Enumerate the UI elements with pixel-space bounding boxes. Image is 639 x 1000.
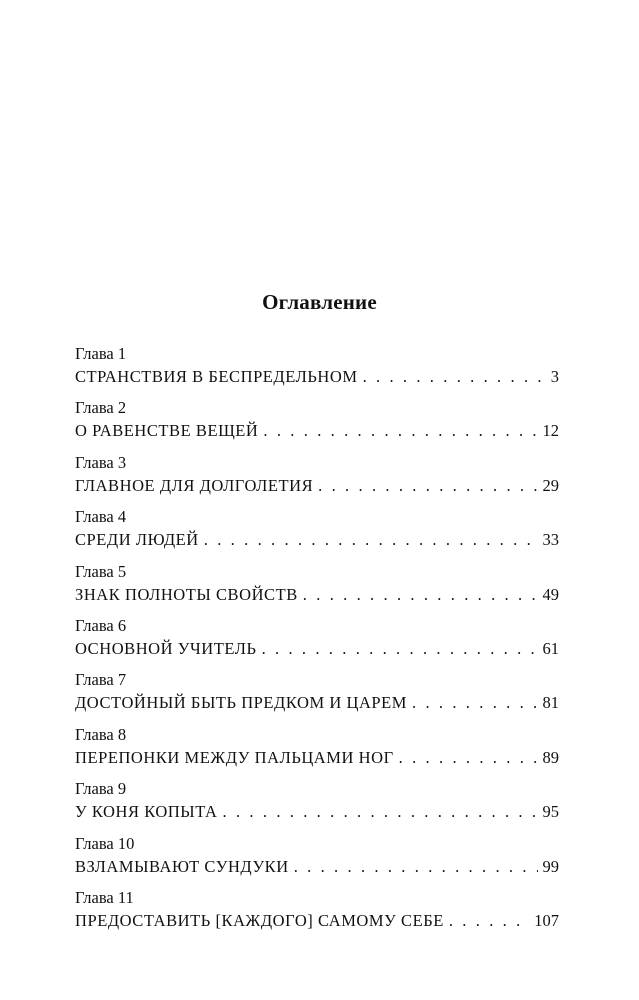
toc-entry (75, 507, 559, 561)
page-number: 81 (542, 693, 559, 713)
dot-leader (204, 529, 538, 551)
chapter-label: Глава 7 (75, 670, 127, 690)
page-number: 89 (542, 747, 559, 767)
toc-entry (75, 398, 559, 452)
chapter-label: Глава 11 (75, 887, 134, 907)
chapter-label: Глава 10 (75, 833, 135, 853)
dot-leader (262, 638, 538, 660)
chapter-title: СТРАНСТВИЯ В БЕСПРЕДЕЛЬНОМ (75, 367, 358, 386)
page-number: 99 (542, 856, 559, 876)
page-number: 29 (542, 475, 559, 495)
dot-leader (399, 747, 538, 769)
chapter-title: СРЕДИ ЛЮДЕЙ (75, 530, 199, 550)
chapter-label: Глава 4 (75, 507, 127, 527)
toc-entry-line (75, 692, 559, 714)
chapter-label: Глава 5 (75, 561, 127, 581)
dot-leader (318, 475, 537, 497)
chapter-label: Глава 2 (75, 398, 127, 418)
toc-entry (75, 725, 559, 779)
chapter-label: Глава 6 (75, 615, 127, 635)
toc-entry (75, 888, 559, 942)
toc-entry (75, 344, 559, 398)
dot-leader (412, 692, 538, 714)
toc-entry-line (75, 420, 559, 442)
toc-entry-line (75, 801, 559, 823)
table-of-contents (75, 344, 559, 942)
page-number: 3 (550, 367, 559, 386)
chapter-label: Глава 8 (75, 724, 127, 744)
dot-leader (363, 366, 546, 388)
toc-entry-line (75, 475, 559, 497)
toc-entry-line (75, 584, 559, 606)
toc-entry-line (75, 747, 559, 769)
chapter-title: ДОСТОЙНЫЙ БЫТЬ ПРЕДКОМ И ЦАРЕМ (75, 693, 407, 713)
page-number: 95 (542, 802, 559, 822)
toc-entry (75, 670, 559, 724)
page-title: Оглавление (262, 290, 377, 314)
chapter-title: У КОНЯ КОПЫТА (75, 802, 218, 822)
toc-entry-line (75, 638, 559, 660)
toc-entry-line (75, 910, 559, 932)
chapter-label: Глава 1 (75, 344, 127, 363)
chapter-title: ПЕРЕПОНКИ МЕЖДУ ПАЛЬЦАМИ НОГ (75, 747, 394, 767)
dot-leader (449, 910, 529, 932)
chapter-label: Глава 3 (75, 452, 127, 472)
page-number: 61 (542, 638, 559, 658)
toc-entry-line (75, 529, 559, 551)
toc-entry (75, 616, 559, 670)
page-number: 49 (542, 584, 559, 604)
dot-leader (223, 801, 538, 823)
toc-entry-line (75, 856, 559, 878)
chapter-title: ВЗЛАМЫВАЮТ СУНДУКИ (75, 856, 289, 876)
page-number: 12 (542, 421, 559, 441)
page-number: 107 (534, 910, 559, 930)
dot-leader (294, 856, 538, 878)
chapter-title: О РАВЕНСТВЕ ВЕЩЕЙ (75, 421, 259, 441)
toc-entry (75, 834, 559, 888)
toc-entry-line (75, 366, 559, 388)
toc-entry (75, 779, 559, 833)
chapter-title: ГЛАВНОЕ ДЛЯ ДОЛГОЛЕТИЯ (75, 475, 314, 495)
chapter-title: ЗНАК ПОЛНОТЫ СВОЙСТВ (75, 584, 298, 604)
chapter-title: ОСНОВНОЙ УЧИТЕЛЬ (75, 638, 257, 658)
dot-leader (263, 420, 537, 442)
toc-entry (75, 562, 559, 616)
toc-entry (75, 453, 559, 507)
chapter-label: Глава 9 (75, 779, 127, 799)
page-number: 33 (542, 530, 559, 550)
chapter-title: ПРЕДОСТАВИТЬ [КАЖДОГО] САМОМУ СЕБЕ (75, 910, 444, 930)
dot-leader (303, 584, 538, 606)
